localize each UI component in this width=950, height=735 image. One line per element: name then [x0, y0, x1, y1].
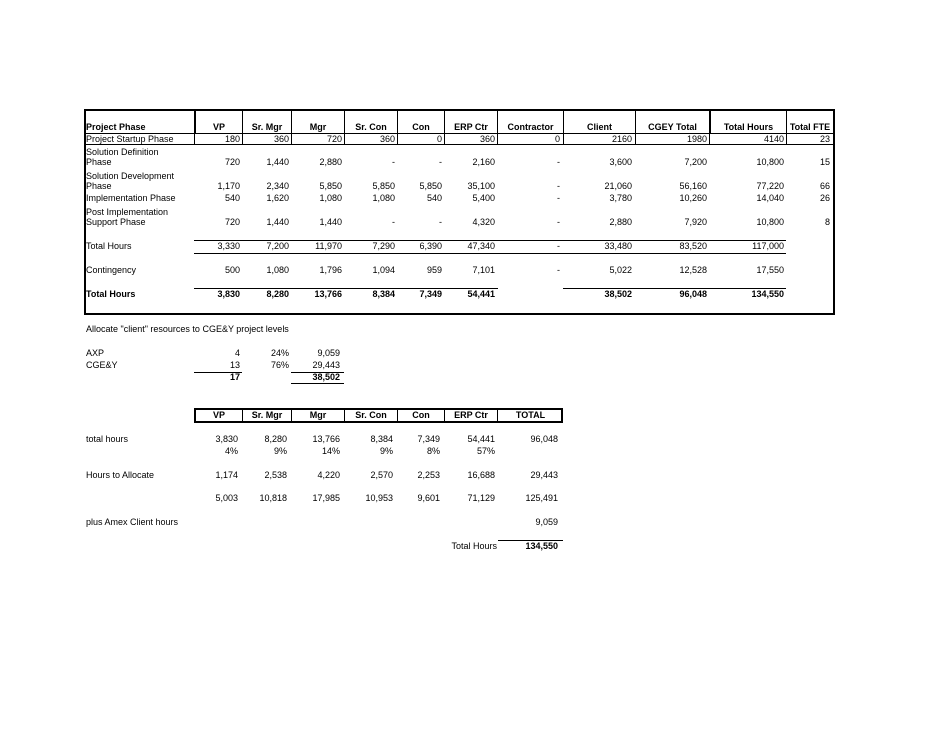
table-cell: 2,160: [472, 157, 495, 167]
alloc-line: [291, 383, 344, 384]
table-cell: 71,129: [467, 493, 495, 503]
table-cell: 9,601: [417, 493, 440, 503]
table-cell: 57%: [476, 446, 495, 456]
table-cell: 10,818: [259, 493, 287, 503]
table-cell: 4140: [763, 134, 784, 144]
header-project-phase: Project Phase: [86, 122, 146, 132]
table-cell: 1,620: [266, 193, 289, 203]
table-cell: 96,048: [530, 434, 558, 444]
table-cell: 4,320: [472, 217, 495, 227]
table-cell: 21,060: [604, 181, 632, 191]
table-cell: 720: [326, 134, 342, 144]
header-sr-con: Sr. Con: [355, 122, 387, 132]
table-cell: 8,280: [264, 434, 287, 444]
table-cell: 0: [436, 134, 442, 144]
table-cell: -: [557, 157, 560, 167]
alloc-total-n: 17: [229, 372, 240, 382]
table-cell: 1,170: [217, 181, 240, 191]
table-cell: 6,390: [419, 241, 442, 251]
table-cell: 66: [819, 181, 830, 191]
table-cell: 16,688: [467, 470, 495, 480]
table-cell: 10,800: [756, 217, 784, 227]
table-cell: 540: [426, 193, 442, 203]
table-cell: 9%: [379, 446, 393, 456]
t2-header-sr-con: Sr. Con: [355, 410, 387, 420]
contingency-label: Contingency: [86, 265, 137, 275]
total-line: [563, 288, 786, 289]
t2-amex-value: 9,059: [535, 517, 558, 527]
table-cell: 5,022: [609, 265, 632, 275]
header-mgr: Mgr: [309, 122, 327, 132]
header-client: Client: [586, 122, 612, 132]
phase-label-2: Support Phase: [86, 217, 146, 227]
table-cell: 3,830: [217, 289, 240, 299]
table-cell: 8,384: [370, 434, 393, 444]
table-cell: 54,441: [467, 434, 495, 444]
table-cell: 2,880: [319, 157, 342, 167]
table-cell: -: [557, 181, 560, 191]
table-cell: 180: [224, 134, 240, 144]
table-cell: 2,570: [370, 470, 393, 480]
table-cell: 4,220: [317, 470, 340, 480]
table-cell: 360: [479, 134, 495, 144]
t2-header-vp: VP: [212, 410, 225, 420]
table-cell: 1,080: [319, 193, 342, 203]
alloc-label-cgey: CGE&Y: [86, 360, 118, 370]
header-total-hours: Total Hours: [723, 122, 774, 132]
t2-amex-label: plus Amex Client hours: [86, 517, 179, 527]
table-cell: 15: [819, 157, 830, 167]
table-cell: 959: [426, 265, 442, 275]
table-cell: 5,850: [319, 181, 342, 191]
phase-label: Solution Definition: [86, 147, 159, 157]
table-cell: 9%: [273, 446, 287, 456]
t2-header-total: TOTAL: [515, 410, 546, 420]
table-cell: 720: [224, 157, 240, 167]
table-cell: 7,200: [684, 157, 707, 167]
table-cell: 7,101: [472, 265, 495, 275]
table-cell: 10,953: [365, 493, 393, 503]
table-cell: -: [557, 217, 560, 227]
table-cell: 1,440: [266, 157, 289, 167]
table-cell: 1,796: [319, 265, 342, 275]
table-cell: 500: [224, 265, 240, 275]
phase-label: Project Startup Phase: [86, 134, 174, 144]
table-cell: 13,766: [312, 434, 340, 444]
table-cell: 125,491: [525, 493, 558, 503]
grand-total-label: Total Hours: [86, 289, 136, 299]
header-cgey-total: CGEY Total: [648, 122, 697, 132]
alloc-n-cgey: 13: [229, 360, 240, 370]
t2-final-label: Total Hours: [451, 541, 497, 551]
header-erp-ctr: ERP Ctr: [454, 122, 488, 132]
table-cell: -: [557, 265, 560, 275]
t2-header-erp-ctr: ERP Ctr: [454, 410, 488, 420]
table-cell: 8: [824, 217, 830, 227]
t2-allocate-label: Hours to Allocate: [86, 470, 155, 480]
table-cell: 2,253: [417, 470, 440, 480]
table-cell: 3,330: [217, 241, 240, 251]
table-cell: 0: [554, 134, 560, 144]
table-cell: 1,440: [319, 217, 342, 227]
table-cell: 7,290: [372, 241, 395, 251]
table-cell: 4%: [224, 446, 238, 456]
table-cell: 1,440: [266, 217, 289, 227]
subtotal-line: [194, 240, 786, 241]
table-cell: 117,000: [752, 241, 784, 251]
table-cell: -: [557, 193, 560, 203]
table-cell: 7,200: [266, 241, 289, 251]
table-cell: 1,094: [372, 265, 395, 275]
table-cell: 56,160: [679, 181, 707, 191]
header-con: Con: [412, 122, 430, 132]
table-cell: 1,080: [266, 265, 289, 275]
total-line: [194, 288, 498, 289]
t2-final-value: 134,550: [525, 541, 558, 551]
table-cell: 8%: [426, 446, 440, 456]
table-cell: -: [557, 241, 560, 251]
table-cell: 83,520: [679, 241, 707, 251]
table-cell: 10,800: [756, 157, 784, 167]
table-cell: 2,538: [264, 470, 287, 480]
table-cell: 134,550: [751, 289, 784, 299]
table-cell: 5,400: [472, 193, 495, 203]
table-cell: 3,600: [609, 157, 632, 167]
phase-label: Post Implementation: [86, 207, 169, 217]
table-cell: 7,349: [417, 434, 440, 444]
table-cell: 1980: [686, 134, 707, 144]
header-sr-mgr: Sr. Mgr: [251, 122, 283, 132]
alloc-hours-axp: 9,059: [317, 348, 340, 358]
header-contractor: Contractor: [507, 122, 554, 132]
table-cell: 2,340: [266, 181, 289, 191]
table-cell: 26: [819, 193, 830, 203]
table-cell: 7,920: [684, 217, 707, 227]
table-cell: 12,528: [679, 265, 707, 275]
table-cell: 5,850: [419, 181, 442, 191]
header-vp: VP: [212, 122, 225, 132]
t2-header-sr-mgr: Sr. Mgr: [251, 410, 283, 420]
table-cell: 10,260: [679, 193, 707, 203]
subtotal-line: [194, 253, 786, 254]
table-cell: 360: [379, 134, 395, 144]
phase-label: Implementation Phase: [86, 193, 176, 203]
t2-header-con: Con: [412, 410, 430, 420]
t2-header-mgr: Mgr: [309, 410, 327, 420]
table-cell: -: [439, 217, 442, 227]
table-cell: 17,985: [312, 493, 340, 503]
table-cell: 720: [224, 217, 240, 227]
table-cell: -: [439, 157, 442, 167]
table-cell: 1,080: [372, 193, 395, 203]
table-cell: 29,443: [530, 470, 558, 480]
table-cell: -: [392, 217, 395, 227]
table-cell: -: [392, 157, 395, 167]
table-cell: 35,100: [467, 181, 495, 191]
phase-label: Solution Development: [86, 171, 175, 181]
table-cell: 33,480: [604, 241, 632, 251]
table-cell: 540: [224, 193, 240, 203]
table-cell: 13,766: [314, 289, 342, 299]
phase-label-2: Phase: [86, 181, 112, 191]
allocate-title: Allocate "client" resources to CGE&Y project levels: [86, 324, 289, 334]
table-cell: 17,550: [756, 265, 784, 275]
t2-total-hours-label: total hours: [86, 434, 129, 444]
table-cell: 23: [819, 134, 830, 144]
table-cell: 360: [273, 134, 289, 144]
alloc-pct-cgey: 76%: [270, 360, 289, 370]
alloc-total-hours: 38,502: [312, 372, 340, 382]
table-cell: 11,970: [315, 241, 342, 251]
table-cell: 54,441: [467, 289, 495, 299]
table-cell: 1,174: [215, 470, 238, 480]
table-cell: 3,830: [215, 434, 238, 444]
alloc-label-axp: AXP: [86, 348, 105, 358]
total-hours-label: Total Hours: [86, 241, 132, 251]
table-cell: 5,850: [372, 181, 395, 191]
table-cell: 14%: [321, 446, 340, 456]
table-cell: 3,780: [609, 193, 632, 203]
table-cell: 7,349: [419, 289, 442, 299]
table-cell: 47,340: [467, 241, 495, 251]
table-cell: 77,220: [756, 181, 784, 191]
table-cell: 96,048: [679, 289, 707, 299]
table-cell: 38,502: [604, 289, 632, 299]
header-total-fte: Total FTE: [789, 122, 831, 132]
table-cell: 8,280: [266, 289, 289, 299]
table-cell: 2160: [611, 134, 632, 144]
table-cell: 14,040: [756, 193, 784, 203]
table-cell: 2,880: [609, 217, 632, 227]
table-cell: 8,384: [372, 289, 395, 299]
alloc-n-axp: 4: [234, 348, 240, 358]
table-cell: 5,003: [215, 493, 238, 503]
alloc-pct-axp: 24%: [270, 348, 289, 358]
alloc-hours-cgey: 29,443: [312, 360, 340, 370]
phase-label-2: Phase: [86, 157, 112, 167]
